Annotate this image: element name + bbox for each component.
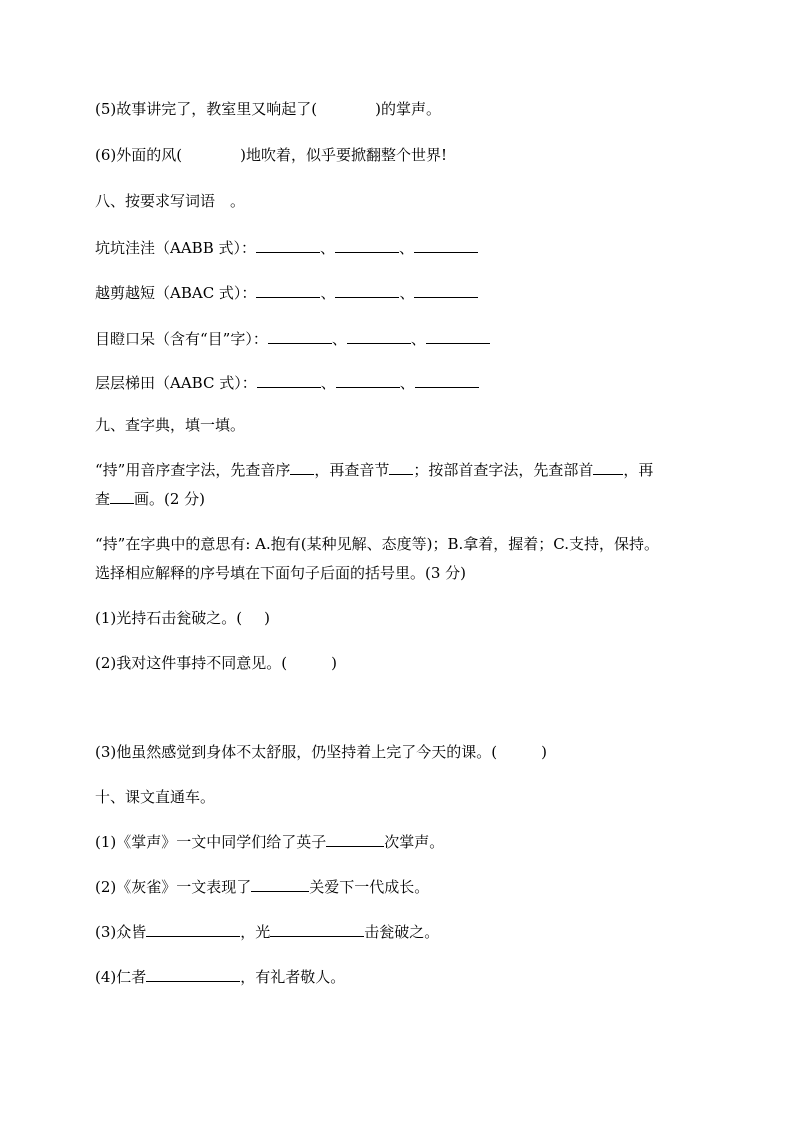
s9-q3: (3)他虽然感觉到身体不太舒服，仍坚持着上完了今天的课。( )	[95, 743, 547, 761]
answer-blank[interactable]	[414, 281, 478, 298]
answer-blank[interactable]	[256, 281, 320, 298]
answer-blank[interactable]	[257, 371, 321, 388]
answer-blank[interactable]	[347, 327, 411, 344]
answer-blank[interactable]	[270, 920, 364, 937]
s10-q2: (2)《灰雀》一文表现了 关爱下一代成长。	[95, 875, 429, 898]
s9-p1-line2: 查 画。(2 分)	[95, 487, 205, 510]
answer-blank[interactable]	[593, 458, 623, 475]
answer-blank[interactable]	[110, 487, 134, 504]
s8-row-3: 目瞪口呆（含有“目”字）： 、 、	[95, 327, 490, 350]
s9-p2-line2: 选择相应解释的序号填在下面句子后面的括号里。(3 分)	[95, 564, 467, 582]
s9-q1: (1)光持石击瓮破之。( )	[95, 609, 270, 627]
s9-p2-line1: “持”在字典中的意思有: A.抱有(某种见解、态度等)；B.拿着，握着；C.支持，保持。	[95, 535, 659, 553]
answer-blank[interactable]	[415, 371, 479, 388]
s8-row-4: 层层梯田（AABC 式）： 、 、	[95, 371, 479, 394]
s10-q1: (1)《掌声》一文中同学们给了英子 次掌声。	[95, 830, 444, 853]
s7-q5: (5)故事讲完了，教室里又响起了( )的掌声。	[95, 100, 441, 118]
s10-q3: (3)众皆 ，光 击瓮破之。	[95, 920, 439, 943]
answer-blank[interactable]	[389, 458, 413, 475]
section-10-title: 十、课文直通车。	[95, 788, 216, 806]
answer-blank[interactable]	[335, 236, 399, 253]
answer-blank[interactable]	[268, 327, 332, 344]
answer-blank[interactable]	[414, 236, 478, 253]
answer-blank[interactable]	[290, 458, 314, 475]
s8-row-1: 坑坑洼洼（AABB 式）： 、 、	[95, 236, 478, 259]
answer-blank[interactable]	[251, 875, 309, 892]
answer-blank[interactable]	[335, 281, 399, 298]
answer-blank[interactable]	[326, 830, 384, 847]
s7-q6: (6)外面的风( )地吹着，似乎要掀翻整个世界!	[95, 146, 447, 164]
section-9-title: 九、查字典，填一填。	[95, 416, 246, 434]
answer-blank[interactable]	[146, 920, 240, 937]
s10-q4: (4)仁者 ，有礼者敬人。	[95, 965, 345, 988]
section-8-title: 八、按要求写词语 。	[95, 192, 246, 210]
s9-p1-line1: “持”用音序查字法，先查音序 ，再查音节 ；按部首查字法，先查部首 ，再	[95, 458, 653, 481]
s8-row-2: 越剪越短（ABAC 式）： 、 、	[95, 281, 478, 304]
answer-blank[interactable]	[256, 236, 320, 253]
answer-blank[interactable]	[426, 327, 490, 344]
answer-blank[interactable]	[146, 965, 240, 982]
s9-q2: (2)我对这件事持不同意见。( )	[95, 654, 337, 672]
answer-blank[interactable]	[336, 371, 400, 388]
